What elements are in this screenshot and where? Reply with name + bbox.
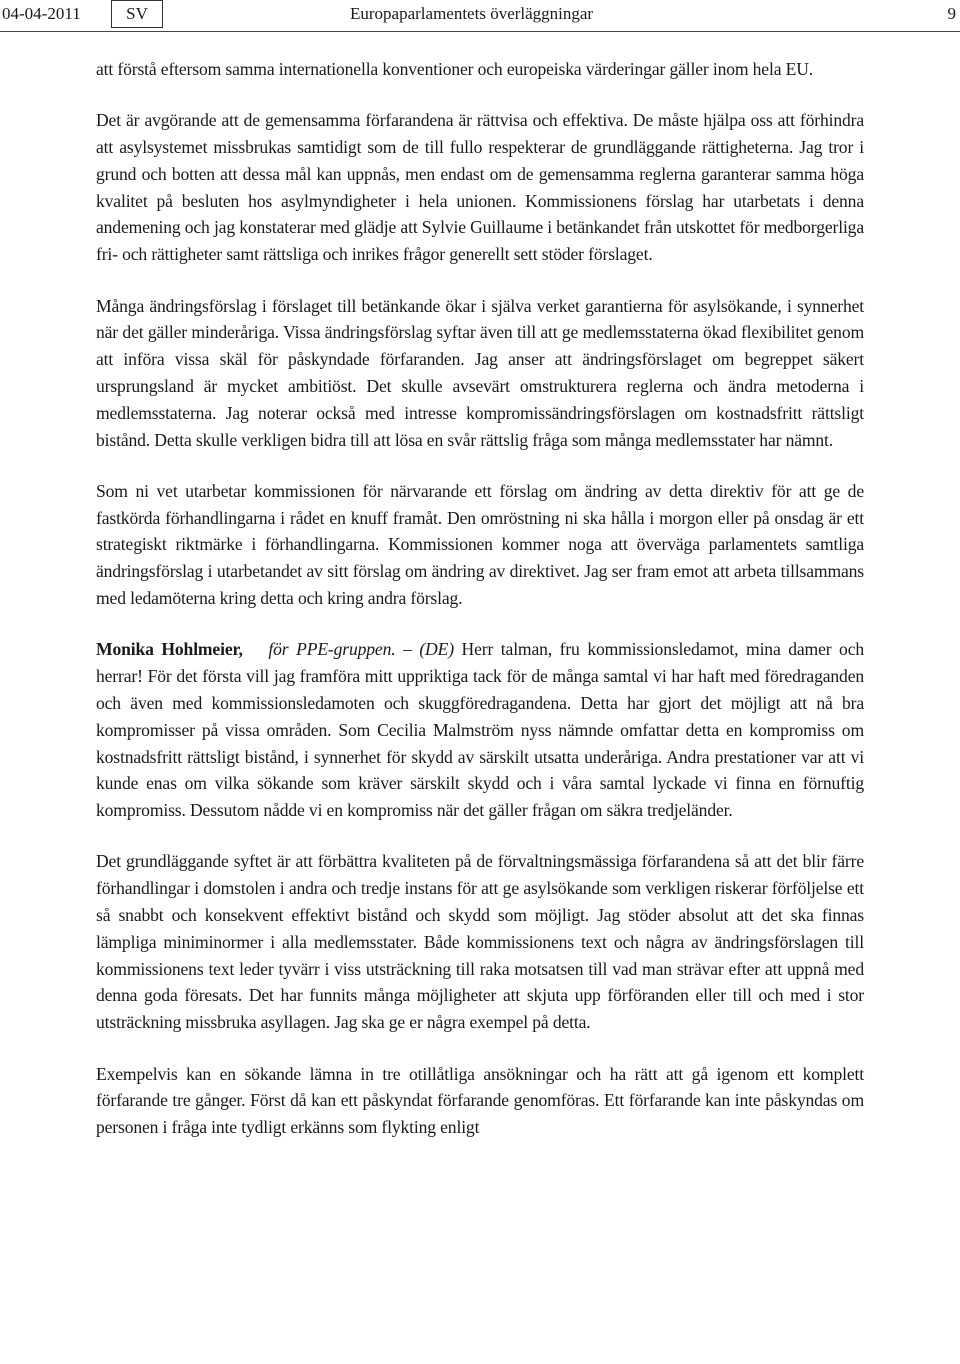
- document-body: [96, 56, 864, 1165]
- speaker-role: för PPE-gruppen. – (DE): [268, 639, 454, 660]
- header-rule: [0, 31, 960, 32]
- paragraph: Det grundläggande syftet är att förbättra kvaliteten på de förvaltningsmässiga förfarandena så att det blir färre förhandlingar i domstolen i andra och tredje instans för att ge asylsökande som verkligen riskerar förföljelse ett så snabbt och konsekvent effektivt bistånd och skydd som möjligt. Jag stöder absolut att det ska finnas lämpliga miniminormer i alla medlemsstater. Både kommissionens text och några av ändringsförslagen till kommissionens text leder tyvärr i viss utsträckning till raka motsatsen till vad man strävar efter att uppnå med denna goda föresats. Det har funnits många möjligheter att skjuta upp förföranden eller till och med i stor utsträckning missbruka asyllagen. Jag ska ge er några exempel på detta.: [96, 851, 864, 1033]
- paragraph: Som ni vet utarbetar kommissionen för närvarande ett förslag om ändring av detta direktiv för att ge de fastkörda förhandlingarna i rådet en knuff framåt. Den omröstning ni ska hålla i morgon eller på onsdag är ett strategiskt riktmärke i förhandlingarna. Kommissionen kommer noga att överväga parlamentets samtliga ändringsförslag i utarbetandet av sitt förslag om ändring av direktivet. Jag ser fram emot att arbeta tillsammans med ledamöterna kring detta och kring andra förslag.: [96, 480, 864, 609]
- header-language-box: SV: [111, 0, 163, 28]
- paragraph: Exempelvis kan en sökande lämna in tre otillåtliga ansökningar och ha rätt att gå igenom ett komplett förfarande tre gånger. Först då kan ett påskyndat förfarande genomföras. Ett förfarande kan inte påskyndas om personen i fråga inte tydligt erkänns som flykting enligt: [96, 1063, 864, 1138]
- speaker-text: Herr talman, fru kommissionsledamot, mina damer och herrar! För det första vill jag framföra mitt uppriktiga tack för de många samtal vi har haft med föredraganden och även med kommissionsledamoten och skuggföredragandena. Detta har gjort det möjligt att nå bra kompromisser på vissa områden. Som Cecilia Malmström nyss nämnde omfattar detta en kompromiss om kostnadsfritt rättsligt bistånd, i synnerhet för skydd av särskilt utsatta underåriga. Andra prestationer var att vi kunde enas om vilka sökande som kräver särskilt skydd och i våra samtal lyckade vi finna en förnuftig kompromiss. Dessutom nådde vi en kompromiss när det gäller frågan om säkra tredjeländer.: [96, 639, 865, 821]
- header-date: 04-04-2011: [2, 4, 81, 23]
- header-title: Europaparlamentets överläggningar: [350, 4, 594, 23]
- header-page-number: 9: [947, 4, 956, 23]
- paragraph: Det är avgörande att de gemensamma förfarandena är rättvisa och effektiva. De måste hjälpa oss att förhindra att asylsystemet missbrukas samtidigt som de till fullo respekterar de grundläggande rättigheterna. Jag tror i grund och botten att dessa mål kan uppnås, men endast om de gemensamma reglerna garanterar samma höga kvalitet på besluten hos asylmyndigheter i hela unionen. Kommissionens förslag har utarbetats i denna andemening och jag konstaterar med glädje att Sylvie Guillaume i betänkandet från utskottet för medborgerliga fri- och rättigheter samt rättsliga och inrikes frågor generellt sett stöder förslaget.: [96, 110, 864, 265]
- speaker-name: Monika Hohlmeier,: [96, 639, 243, 660]
- paragraph: Många ändringsförslag i förslaget till betänkande ökar i själva verket garantierna för asylsökande, i synnerhet när det gäller minderåriga. Vissa ändringsförslag syftar även till att ge medlemsstaterna ökad flexibilitet genom att införa vissa skäl för påskyndade förfaranden. Jag anser att ändringsförslaget om begreppet säkert ursprungsland är mycket ambitiöst. Det skulle avsevärt omstrukturera reglerna och ändra metoderna i medlemsstaterna. Jag noterar också med intresse kompromissändringsförslagen om kostnadsfritt rättsligt bistånd. Detta skulle verkligen bidra till att lösa en svår rättslig fråga som många medlemsstater har nämnt.: [96, 295, 864, 450]
- paragraph: att förstå eftersom samma internationella konventioner och europeiska värderingar gäller inom hela EU.: [96, 59, 814, 79]
- page-header: [0, 0, 960, 32]
- speaker-paragraph: [96, 636, 864, 824]
